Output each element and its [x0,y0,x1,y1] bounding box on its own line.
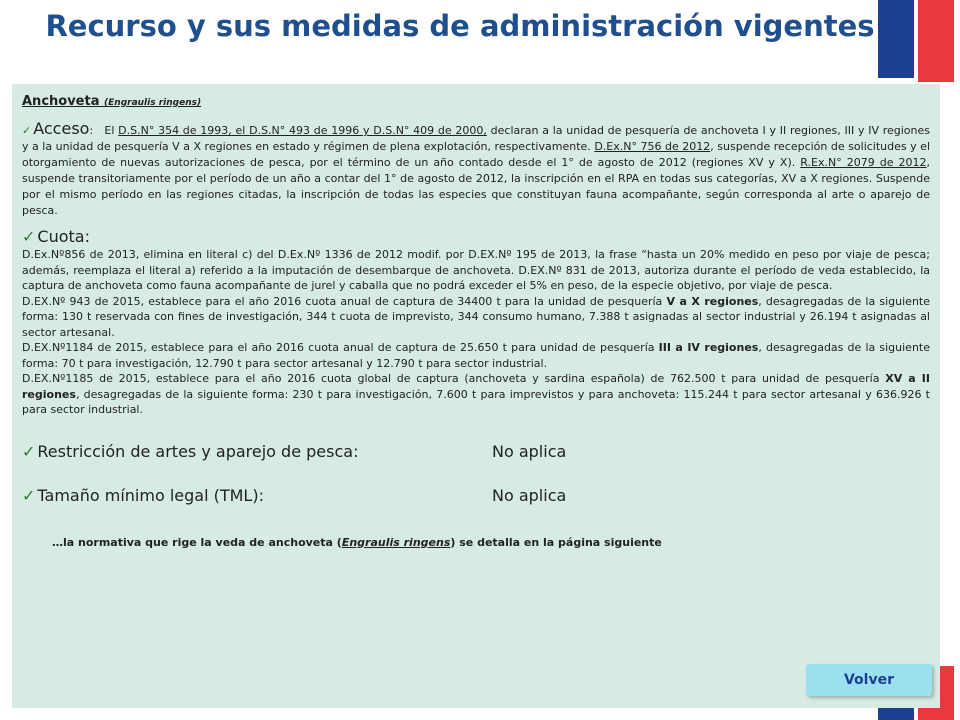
cuota-paragraph-1: D.Ex.Nº856 de 2013, elimina en literal c) del D.Ex.Nº 1336 de 2012 modif. por D.EX.Nº 195 de 2013, la frase “hasta un 20% medido en peso por viaje de pesca; además, reemplaza el literal a) referido a la imputación de desembarque de anchoveta. D.EX.Nº 831 de 2013, autoriza durante el período de veda establecido, la captura de anchoveta como fauna acompañante de jurel y caballa que no podrá exceder el 5% en peso, de la especie objetivo, por viaje de pesca. [22,248,930,292]
cuota-label: Cuota: [37,227,90,246]
acceso-lead: El [104,124,115,137]
acceso-ref-3: R.Ex.N° 2079 de 2012 [800,156,927,169]
checkmark-icon: ✓ [22,124,32,137]
tml-value: No aplica [492,486,567,505]
cuota-p3-detail: , desagregadas de la siguiente forma: 70 t para investigación, 12.790 t para sector artesanal y 12.790 t para sector industrial. [22,341,930,370]
cuota-paragraph-2 [22,294,930,341]
footnote-post: ) se detalla en la página siguiente [450,535,662,549]
cuota-p2-region: V a X regiones [666,294,759,308]
tml-label: Tamaño mínimo legal (TML): [37,486,264,505]
footnote-pre: …la normativa que rige la veda de anchoveta ( [52,535,342,549]
restriccion-label: Restricción de artes y aparejo de pesca: [37,442,359,461]
restriccion-row [22,440,930,464]
checkmark-icon: ✓ [22,486,36,505]
tml-row [22,484,930,508]
checkmark-icon: ✓ [22,227,36,246]
species-heading [22,94,930,109]
cuota-p2-detail: , desagregadas de la siguiente forma: 130 t reservada con fines de investigación, 344 t cuota de imprevisto, 344 consumo humano, 7.388 t asignadas al sector industrial y 26.194 t asignadas al sector artesanal. [22,294,930,339]
cuota-paragraph-4 [22,371,930,418]
acceso-text-3: , suspende transitoriamente por el período de un año a contar del 1° de agosto de 2012, la inscripción en el RPA en todas sus categorías, XV a X regiones. Suspende por el mismo período en las regiones citadas, la inscripción de todas las especies que constituyan fauna acompañante, según corresponda al arte o aparejo de pesca. [22,156,930,217]
cuota-p4-region: XV a II regiones [22,372,930,401]
species-scientific-name: (Engraulis ringens) [104,98,202,108]
cuota-p4-detail: , desagregadas de la siguiente forma: 230 t para investigación, 7.600 t para imprevistos y para anchoveta: 115.244 t para sector artesanal y 636.926 t para sector industrial. [22,387,930,416]
flag-blue-stripe [878,0,914,78]
footnote [22,536,930,549]
species-name: Anchoveta [22,94,100,109]
cuota-p3-text: D.EX.Nº1184 de 2015, establece para el año 2016 cuota anual de captura de 25.650 t para unidad de pesquería [22,341,655,354]
flag-red-stripe [918,0,954,82]
acceso-text-1: declaran a la unidad de pesquería de anchoveta I y II regiones, III y IV regiones y a la unidad de pesquería V a X regiones en estado y régimen de plena explotación, respectivamente. [22,124,930,153]
cuota-heading [22,229,930,245]
acceso-label: Acceso [33,119,90,138]
footnote-species: Engraulis ringens [341,535,451,549]
acceso-paragraph: ✓ Acceso: El D.S.N° 354 de 1993, el D.S.N° 493 de 1996 y D.S.N° 409 de 2000, declaran a la unidad de pesquería de anchoveta I y II regiones, III y IV regiones y a la unidad de pesquería V a X regiones en estado y régimen de plena explotación, respectivamente. D.Ex.N° 756 de 2012, suspende recepción de solicitudes y el otorgamiento de nuevas autorizaciones de pesca, por el término de un año contado desde el 1° de agosto de 2012 (regiones XV y X). R.Ex.N° 2079 de 2012, suspende transitoriamente por el período de un año a contar del 1° de agosto de 2012, la inscripción en el RPA en todas sus categorías, XV a X regiones. Suspende por el mismo período en las regiones citadas, la inscripción de todas las especies que constituyan fauna acompañante, según corresponda al arte o aparejo de pesca. [22,119,931,217]
page-title: Recurso y sus medidas de administración vigentes [45,9,875,43]
checkmark-icon: ✓ [22,442,36,461]
content-panel [12,84,940,708]
acceso-ref-2: D.Ex.N° 756 de 2012 [594,140,711,153]
acceso-ref-1: D.S.N° 354 de 1993, el D.S.N° 493 de 1996 y D.S.N° 409 de 2000, [118,124,487,137]
cuota-p4-text: D.EX.Nº1185 de 2015, establece para el año 2016 cuota global de captura (anchoveta y sardina española) de 762.500 t para unidad de pesquería [22,372,880,385]
volver-button[interactable]: Volver [806,664,932,696]
cuota-p2-text: D.EX.Nº 943 de 2015, establece para el año 2016 cuota anual de captura de 34400 t para la unidad de pesquería [22,294,663,308]
cuota-paragraph-3 [22,340,930,371]
cuota-p3-region: III a IV regiones [658,341,759,354]
restriccion-value: No aplica [492,442,567,461]
acceso-text-2: , suspende recepción de solicitudes y el otorgamiento de nuevas autorizaciones de pesca, por el término de un año contado desde el 1° de agosto de 2012 (regiones XV y X). [22,140,931,169]
